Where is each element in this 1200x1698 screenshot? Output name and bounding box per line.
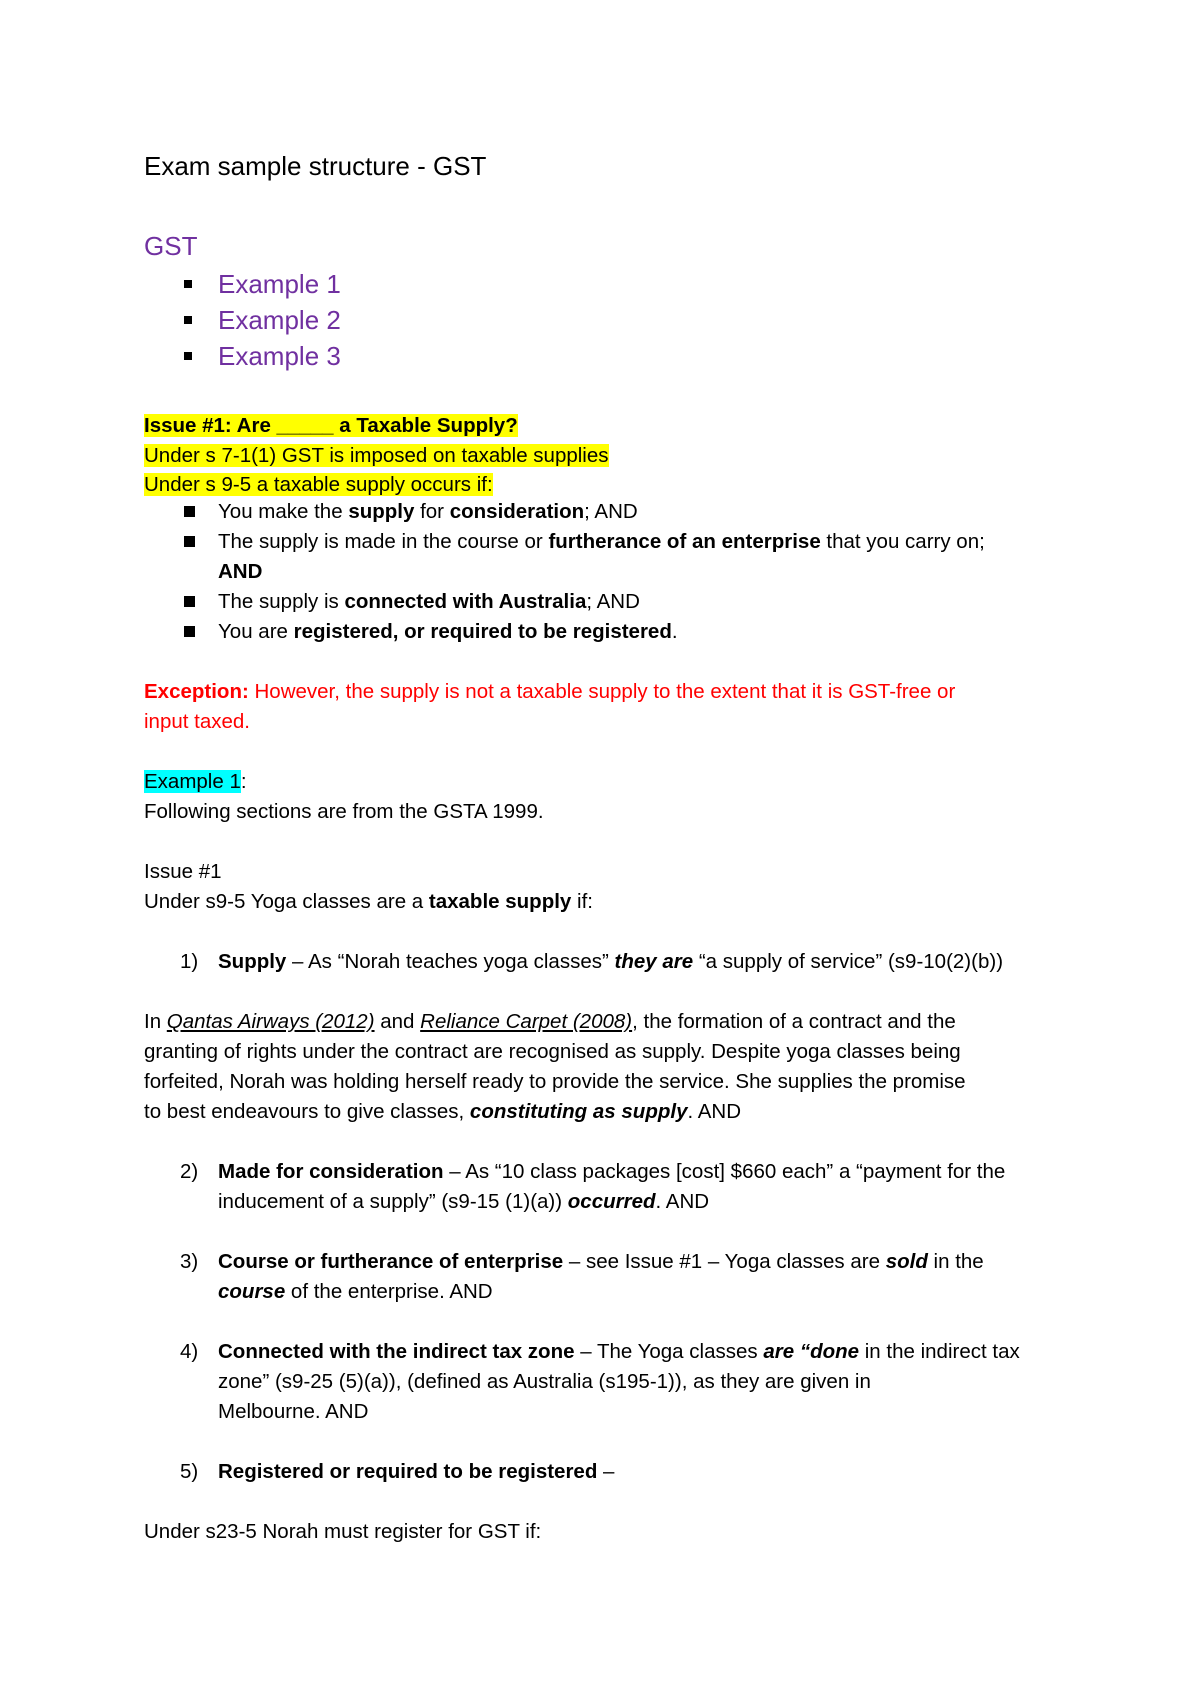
bullet-square [184, 506, 195, 517]
condition-item-2: The supply is made in the course or furtherance of an enterprise that you carry on; [218, 530, 985, 553]
example-list-item-1: Example 1 [218, 269, 341, 299]
example-list-item-3: Example 3 [218, 341, 341, 371]
condition-item-1: You make the supply for consideration; AND [218, 500, 638, 523]
point-number-2: 2) [180, 1160, 199, 1183]
condition-item-3: The supply is connected with Australia; AND [218, 590, 640, 613]
point-number-1: 1) [180, 950, 199, 973]
point-4-line-2: zone” (s9-25 (5)(a)), (defined as Australia (s195-1)), as they are given in [218, 1370, 871, 1393]
bullet-square [184, 280, 192, 288]
point-4-line-3: Melbourne. AND [218, 1400, 369, 1423]
last-line-s23: Under s23-5 Norah must register for GST if: [144, 1520, 542, 1543]
bullet-square [184, 626, 195, 637]
example-list-item-2: Example 2 [218, 305, 341, 335]
para-line-4: to best endeavours to give classes, constituting as supply. AND [144, 1100, 742, 1123]
para-line-2: granting of rights under the contract are recognised as supply. Despite yoga classes being [144, 1040, 961, 1063]
under-s95-line: Under s9-5 Yoga classes are a taxable supply if: [144, 890, 593, 913]
document-title: Exam sample structure - GST [144, 151, 487, 181]
point-5-registered: Registered or required to be registered – [218, 1460, 615, 1483]
para-line-1: In Qantas Airways (2012) and Reliance Carpet (2008), the formation of a contract and the [144, 1010, 956, 1033]
bullet-square [184, 536, 195, 547]
issue1-label: Issue #1 [144, 860, 222, 883]
issue-heading: Issue #1: Are _____ a Taxable Supply? [144, 414, 518, 437]
bullet-square [184, 352, 192, 360]
condition-item-4: You are registered, or required to be registered. [218, 620, 678, 643]
point-number-5: 5) [180, 1460, 199, 1483]
example1-heading: Example 1: [144, 770, 247, 793]
exception-line-1: Exception: However, the supply is not a taxable supply to the extent that it is GST-free or [144, 680, 956, 703]
issue-line-s7: Under s 7-1(1) GST is imposed on taxable supplies [144, 444, 609, 467]
point-3-line-2: course of the enterprise. AND [218, 1280, 493, 1303]
following-sections-line: Following sections are from the GSTA 1999. [144, 800, 544, 823]
point-number-4: 4) [180, 1340, 199, 1363]
issue-line-s9: Under s 9-5 a taxable supply occurs if: [144, 473, 493, 496]
para-line-3: forfeited, Norah was holding herself ready to provide the service. She supplies the promise [144, 1070, 966, 1093]
section-heading-gst: GST [144, 231, 198, 261]
bullet-square [184, 596, 195, 607]
point-3-enterprise: Course or furtherance of enterprise – see Issue #1 – Yoga classes are sold in the [218, 1250, 984, 1273]
bullet-square [184, 316, 192, 324]
point-number-3: 3) [180, 1250, 199, 1273]
point-4-indirect-tax-zone: Connected with the indirect tax zone – The Yoga classes are “done in the indirect tax [218, 1340, 1020, 1363]
exception-line-2: input taxed. [144, 710, 250, 733]
point-1-supply: Supply – As “Norah teaches yoga classes” they are “a supply of service” (s9-10(2)(b)) [218, 950, 1004, 973]
point-2-line-2: inducement of a supply” (s9-15 (1)(a)) occurred. AND [218, 1190, 710, 1213]
condition-item-2-cont: AND [218, 560, 263, 583]
point-2-consideration: Made for consideration – As “10 class packages [cost] $660 each” a “payment for the [218, 1160, 1006, 1183]
